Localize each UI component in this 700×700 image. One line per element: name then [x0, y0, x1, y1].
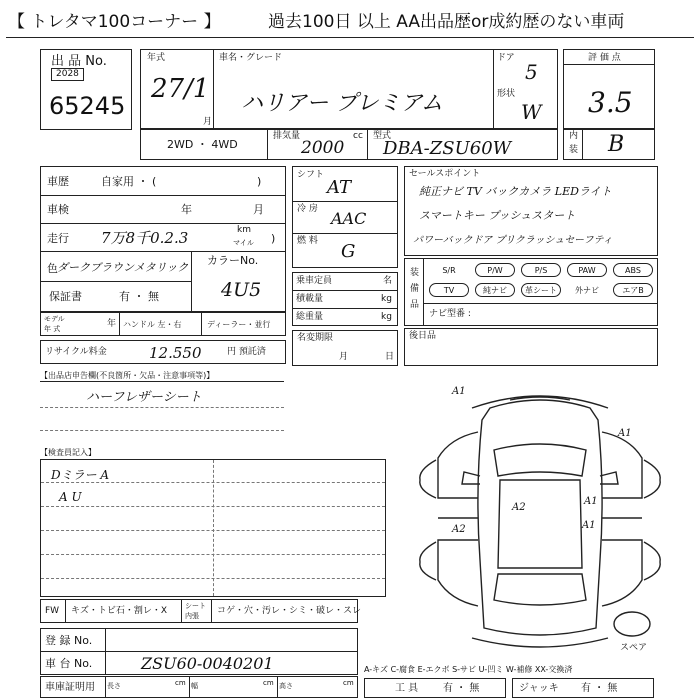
- model-value: ハリアー プレミアム: [241, 91, 443, 116]
- spec-row: [140, 128, 558, 160]
- equipment-item: S/R: [442, 266, 456, 275]
- chassis-row: [40, 651, 358, 675]
- name-change-box: [292, 330, 398, 366]
- legend-seat-1: シート: [185, 602, 206, 610]
- spare-tire: [614, 612, 650, 636]
- interior-label-2: 装: [569, 145, 579, 155]
- reg-row: [40, 628, 358, 652]
- chassis-label: 車 台 No.: [45, 657, 93, 670]
- mileage-unit-km: km: [237, 225, 251, 235]
- name-change-month: 月: [339, 352, 349, 362]
- sales-line-1: 純正ナビ TV バックカメラ LEDライト: [419, 185, 612, 198]
- legend-seat-2: 内張: [185, 612, 199, 620]
- legend-fw: FW: [45, 606, 60, 616]
- displacement-label: 排気量: [273, 131, 301, 141]
- shape-label: 形状: [497, 89, 516, 99]
- warranty-label: 保証書: [49, 290, 82, 303]
- equipment-item: TV: [429, 283, 469, 297]
- equipment-item: ABS: [613, 263, 653, 277]
- interior-label-1: 内: [569, 131, 579, 141]
- tools-label: 工 具: [395, 683, 419, 694]
- car-windshield: [494, 444, 586, 476]
- codes-legend: A-キズ C-腐食 E-エクボ S-サビ U-凹ミ W-補修 XX-交換済: [364, 665, 573, 674]
- car-fender-rr: [602, 540, 642, 606]
- legend-seat-items: コゲ・穴・汚レ・シミ・破レ・スレ: [217, 606, 362, 616]
- year-label: 年式: [147, 53, 166, 63]
- equipment-box: [404, 258, 658, 326]
- recycle-row: [40, 340, 286, 364]
- color-label: 色: [47, 262, 58, 275]
- shape-value: W: [521, 100, 542, 124]
- capacity-unit-3: kg: [381, 312, 392, 322]
- equipment-item: PAW: [567, 263, 607, 277]
- capacity-unit-2: kg: [381, 294, 392, 304]
- car-body-outline: [478, 400, 602, 635]
- inspector-label: 【検査員記入】: [40, 448, 96, 457]
- equipment-item: P/S: [521, 263, 561, 277]
- displacement-unit: cc: [353, 131, 363, 141]
- warranty-value: 有 ・ 無: [119, 290, 159, 303]
- equipment-item: 外ナビ: [575, 286, 599, 295]
- history-value: 自家用 ・ (: [101, 175, 157, 188]
- mark-right-door: A1: [584, 496, 598, 507]
- equipment-item: 純ナビ: [475, 283, 515, 297]
- tools-value: 有 ・ 無: [443, 683, 480, 694]
- fuel-label: 燃 料: [297, 236, 318, 246]
- sales-line-3: パワーバックドア プリクラッシュセーフティ: [413, 235, 613, 246]
- interior-value: B: [608, 132, 625, 157]
- capacity-label-1: 乗車定員: [296, 276, 333, 286]
- car-fender-fl: [438, 432, 478, 498]
- color-code: 4U5: [221, 279, 262, 301]
- doors-label: ドア: [497, 53, 515, 63]
- cert-width: 幅: [191, 682, 198, 690]
- capacity-unit-1: 名: [383, 276, 393, 286]
- grade-box: [563, 49, 655, 130]
- history-label: 車歴: [47, 175, 69, 188]
- mileage-close: ): [271, 232, 276, 245]
- mark-roof: A2: [512, 502, 526, 513]
- cert-row: [40, 676, 358, 698]
- model-year-dealer: ディーラー・並行: [207, 320, 271, 329]
- chassis-value: ZSU60-0040201: [141, 654, 274, 673]
- history-close: ): [257, 175, 262, 188]
- model-label: 車名・グレード: [219, 53, 283, 63]
- year-suffix: 月: [203, 117, 213, 127]
- spare-label: スペア: [620, 643, 648, 653]
- aftermarket-box: [404, 328, 658, 366]
- banner-right: 過去100日 以上 AA出品歴or成約歴のない車両: [268, 12, 625, 32]
- model-year-handle: ハンドル 左・右: [123, 320, 182, 329]
- car-fender-fr: [602, 432, 642, 498]
- color-value: ダークブラウンメタリック: [57, 261, 189, 274]
- capacity-box: [292, 272, 398, 326]
- lot-number: 65245: [49, 92, 126, 120]
- grade-label: 評 価 点: [588, 53, 621, 63]
- car-fender-rl: [438, 540, 478, 606]
- cert-cm-3: cm: [343, 679, 354, 687]
- lot-box: [40, 49, 132, 130]
- jack-row: [512, 678, 654, 698]
- model-year-row: [40, 312, 286, 336]
- equipment-label-1: 装: [410, 268, 420, 278]
- doors-value: 5: [525, 60, 538, 84]
- mileage-unit-mile: マイル: [233, 239, 254, 247]
- mark-right-front: A1: [618, 428, 632, 439]
- fuel-value: G: [341, 241, 356, 262]
- lot-label: 出 品 No.: [51, 54, 107, 69]
- shift-label: シフト: [297, 170, 325, 180]
- banner-left: 【 トレタマ100コーナー 】: [8, 12, 221, 32]
- recycle-value: 12.550: [149, 344, 202, 362]
- capacity-label-2: 積載量: [296, 294, 324, 304]
- type-label: 型式: [373, 131, 392, 141]
- recycle-unit: 円 預託済: [227, 347, 266, 357]
- cert-length: 長さ: [107, 682, 121, 690]
- cert-height: 高さ: [279, 682, 293, 690]
- jack-value: 有 ・ 無: [581, 683, 618, 694]
- car-mirror-left: [462, 472, 480, 484]
- inspector-line-1: Dミラー A: [51, 468, 110, 482]
- model-year-label-1: モデル: [44, 315, 65, 323]
- notes-label: 【出品店申告欄(不良箇所・欠品・注意事項等)】: [40, 371, 215, 380]
- equipment-label-3: 品: [410, 300, 420, 310]
- aircon-label: 冷 房: [297, 204, 318, 214]
- model-year-label-2: 年 式: [44, 325, 61, 333]
- equipment-label-2: 備: [410, 284, 420, 294]
- car-front-bumper: [472, 396, 608, 408]
- name-change-day: 日: [385, 352, 395, 362]
- legend-row: [40, 599, 362, 623]
- model-year-year: 年: [107, 319, 117, 329]
- cert-label: 車庫証明用: [45, 682, 95, 693]
- name-change-label: 名変期限: [297, 333, 334, 343]
- legend-fw-items: キズ・トビ石・割レ・X: [71, 606, 167, 616]
- shift-box: [292, 166, 398, 268]
- inspection-year: 年: [181, 203, 192, 216]
- car-mirror-right: [600, 472, 618, 484]
- car-diagram: [400, 380, 690, 660]
- type-value: DBA-ZSU60W: [383, 138, 512, 159]
- inspector-line-2: A U: [59, 490, 82, 504]
- cert-cm-2: cm: [263, 679, 274, 687]
- shift-value: AT: [327, 177, 352, 198]
- aircon-value: AAC: [331, 209, 367, 228]
- jack-label: ジャッキ: [519, 683, 559, 694]
- mileage-value: 7万8千0.2.3: [101, 229, 189, 247]
- mileage-label: 走行: [47, 232, 69, 245]
- drive-value: 2WD ・ 4WD: [167, 138, 238, 151]
- inspector-area: [40, 459, 386, 597]
- aftermarket-label: 後日品: [409, 331, 437, 341]
- equipment-item: 革シート: [521, 283, 561, 297]
- lot-year-tag: 2028: [51, 68, 84, 81]
- car-rear-bumper: [472, 638, 608, 647]
- mark-hood: A1: [452, 386, 466, 397]
- navi-label: ナビ型番 :: [429, 309, 471, 319]
- mark-right-rear: A1: [582, 520, 596, 531]
- inspection-month: 月: [253, 203, 264, 216]
- car-rear-window: [494, 574, 586, 605]
- mark-left-rear: A2: [452, 524, 466, 535]
- reg-label: 登 録 No.: [45, 634, 93, 647]
- sales-line-2: スマートキー プッシュスタート: [419, 209, 576, 222]
- left-info: [40, 166, 286, 312]
- sales-box: [404, 166, 658, 256]
- banner: [6, 4, 694, 34]
- equipment-item: エアB: [613, 283, 653, 297]
- year-value: 27/1: [151, 74, 210, 104]
- color-code-label: カラーNo.: [207, 254, 259, 267]
- car-roof: [498, 480, 582, 568]
- sales-label: セールスポイント: [409, 169, 481, 179]
- tools-row: [364, 678, 506, 698]
- notes-text: ハーフレザーシート: [86, 390, 202, 405]
- recycle-label: リサイクル料金: [45, 347, 107, 357]
- capacity-label-3: 総重量: [296, 312, 324, 322]
- displacement-value: 2000: [301, 138, 345, 158]
- interior-box: [563, 128, 655, 160]
- cert-cm-1: cm: [175, 679, 186, 687]
- equipment-item: P/W: [475, 263, 515, 277]
- top-row: [140, 49, 558, 130]
- inspection-label: 車検: [47, 203, 69, 216]
- grade-value: 3.5: [588, 86, 633, 119]
